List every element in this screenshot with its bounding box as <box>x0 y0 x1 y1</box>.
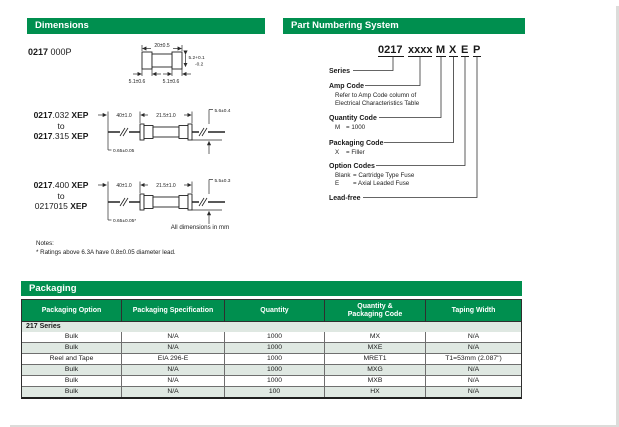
table-cell: N/A <box>121 387 224 397</box>
pn-label-option-codes: Option Codes <box>329 163 375 170</box>
dim-cap-left: 5.1±0.6 <box>128 79 146 85</box>
pn-label-quantity-code: Quantity Code <box>329 115 377 122</box>
table-cell: N/A <box>121 365 224 375</box>
fuse-endcap-left <box>144 196 153 209</box>
pn-segment-m: M <box>436 44 446 56</box>
txt: .315 <box>52 131 72 141</box>
packaging-section <box>21 281 522 399</box>
dim-diameter-plus: 5.2+0.1 <box>188 56 205 61</box>
pn-label-amp-code: Amp Code <box>329 83 364 90</box>
section-header-packaging <box>21 281 522 296</box>
variant-label-0217-000p <box>28 47 72 57</box>
part-numbering-diagram <box>285 40 525 215</box>
fuse-endcap-right <box>172 52 182 69</box>
txt: 0217 <box>33 110 53 120</box>
table-cell: EIA 296-E <box>121 354 224 364</box>
table-cell: 1000 <box>224 332 324 342</box>
column-header-taping-width <box>425 300 521 321</box>
fuse-flange-left <box>140 124 144 140</box>
notes-line: * Ratings above 6.3A have 0.8±0.05 diameter lead. <box>36 248 176 256</box>
table-cell: N/A <box>425 343 521 353</box>
table-cell: MXE <box>324 343 425 353</box>
packaging-table-header <box>21 299 522 322</box>
table-cell: 1000 <box>224 343 324 353</box>
pn-opt-code1: Blank <box>335 172 351 179</box>
pn-segment-e: E <box>461 44 469 56</box>
table-cell: N/A <box>425 387 521 397</box>
table-cell: 100 <box>224 387 324 397</box>
column-header-quantity <box>224 300 324 321</box>
dim-body-length: 20±0.5 <box>154 43 170 49</box>
pn-qty-desc: = 1000 <box>346 124 366 131</box>
pn-segment-ampcode: xxxx <box>408 44 433 56</box>
column-header-quantity-packaging-code <box>324 300 425 321</box>
txt: 0217015 <box>34 201 71 211</box>
section-header-dimensions <box>27 18 265 34</box>
table-cell: T1=53mm (2.087") <box>425 354 521 364</box>
table-cell: Bulk <box>64 333 79 340</box>
pn-label-lead-free: Lead-free <box>329 195 361 202</box>
table-cell: N/A <box>121 343 224 353</box>
notes-title: Notes: <box>36 240 54 247</box>
variant-line3 <box>27 201 95 212</box>
table-cell: MXB <box>324 376 425 386</box>
table-row <box>22 332 521 342</box>
fuse-body <box>153 127 179 137</box>
section-header-part-numbering <box>283 18 525 34</box>
dim-cap-diameter: 5.5±0.3 <box>214 179 231 184</box>
table-cell: MX <box>324 332 425 342</box>
txt: 0217 <box>33 180 53 190</box>
part-number-bold: 0217 <box>28 47 49 57</box>
table-cell: N/A <box>121 332 224 342</box>
table-cell: 1000 <box>224 354 324 364</box>
table-row <box>22 353 521 364</box>
table-cell: 1000 <box>224 365 324 375</box>
table-cell: N/A <box>425 332 521 342</box>
fuse-body <box>152 54 172 67</box>
table-row <box>22 375 521 386</box>
table-cell: N/A <box>425 365 521 375</box>
txt: XEP <box>71 110 89 120</box>
fuse-endcap-right <box>179 196 188 209</box>
fuse-drawing-axial-1 <box>95 106 240 161</box>
fuse-flange-right <box>188 194 192 210</box>
table-cell: MRET1 <box>324 354 425 364</box>
section-title: Part Numbering System <box>291 20 399 31</box>
txt: .032 <box>52 110 72 120</box>
dim-body-length: 21.5±1.0 <box>156 113 176 119</box>
section-title: Packaging <box>29 283 77 294</box>
table-cell: HX <box>324 387 425 397</box>
table-row <box>22 364 521 375</box>
pn-opt-desc2: = Axial Leaded Fuse <box>353 180 410 187</box>
dim-lead-length: 40±1.0 <box>116 183 132 189</box>
variant-line2: to <box>57 190 65 201</box>
variant-line1 <box>27 110 95 121</box>
pn-amp-sub1: Refer to Amp Code column of <box>335 92 417 99</box>
pn-pkg-desc: = Filler <box>346 149 365 156</box>
pn-segment-x: X <box>449 44 457 56</box>
packaging-table <box>21 322 522 399</box>
fuse-flange-left <box>140 194 144 210</box>
header-text: Quantity <box>260 306 289 314</box>
table-cell: 1000 <box>224 376 324 386</box>
notes-block <box>36 240 176 257</box>
txt: XEP <box>71 131 89 141</box>
fuse-body <box>153 197 179 207</box>
txt: 0217 <box>33 131 53 141</box>
header-text: Packaging Option <box>41 306 102 314</box>
pn-segment-p: P <box>473 44 481 56</box>
fuse-endcap-right <box>179 126 188 139</box>
variant-label-400-to-7015 <box>27 180 95 212</box>
pn-opt-desc1: = Cartridge Type Fuse <box>353 172 415 179</box>
table-cell: N/A <box>121 376 224 386</box>
table-cell: Bulk <box>64 388 79 395</box>
table-group-row: 217 Series <box>22 322 521 332</box>
variant-line3 <box>27 131 95 142</box>
dim-wire-diameter: 0.65±0.05 <box>113 149 135 154</box>
header-text: Packaging Code <box>347 310 403 318</box>
table-cell: Bulk <box>64 344 79 351</box>
table-cell: MXG <box>324 365 425 375</box>
pn-label-series: Series <box>329 68 351 75</box>
fuse-endcap-left <box>144 126 153 139</box>
header-text: Quantity & <box>357 302 393 310</box>
table-row <box>22 342 521 353</box>
table-cell: Reel and Tape <box>49 355 94 362</box>
pn-label-packaging-code: Packaging Code <box>329 140 384 147</box>
table-cell: N/A <box>425 376 521 386</box>
fuse-endcap-left <box>142 52 152 69</box>
fuse-flange-right <box>188 124 192 140</box>
column-header-packaging-specification <box>121 300 224 321</box>
dim-cap-right: 5.1±0.6 <box>162 79 180 85</box>
table-cell: Bulk <box>64 377 79 384</box>
section-title: Dimensions <box>35 20 89 31</box>
dim-cap-diameter: 5.6±0.4 <box>214 109 231 114</box>
dim-body-length: 21.5±1.0 <box>156 183 176 189</box>
variant-label-032-to-315 <box>27 110 95 142</box>
table-cell: Bulk <box>64 366 79 373</box>
dim-lead-length: 40±1.0 <box>116 113 132 119</box>
column-header-packaging-option <box>22 300 121 321</box>
txt: XEP <box>70 201 88 211</box>
dim-diameter-minus: -0.2 <box>195 62 204 68</box>
fuse-drawing-axial-2 <box>95 176 240 231</box>
variant-line2: to <box>57 120 65 131</box>
pn-opt-code2: E <box>335 180 340 187</box>
dim-wire-diameter: 0.65±0.05* <box>113 219 137 224</box>
header-text: Taping Width <box>451 306 496 314</box>
pn-qty-code: M <box>335 124 341 131</box>
txt: .400 <box>52 180 72 190</box>
fuse-drawing-cartridge <box>100 40 240 102</box>
pn-amp-sub2: Electrical Characteristics Table <box>335 100 420 107</box>
txt: XEP <box>71 180 89 190</box>
table-row <box>22 386 521 397</box>
variant-line1 <box>27 180 95 191</box>
pn-segment-series: 0217 <box>378 44 403 56</box>
all-dimensions-note: All dimensions in mm <box>170 224 230 231</box>
pn-pkg-code: X <box>335 149 340 156</box>
part-number-rest: 000P <box>48 47 72 57</box>
header-text: Packaging Specification <box>132 306 214 314</box>
